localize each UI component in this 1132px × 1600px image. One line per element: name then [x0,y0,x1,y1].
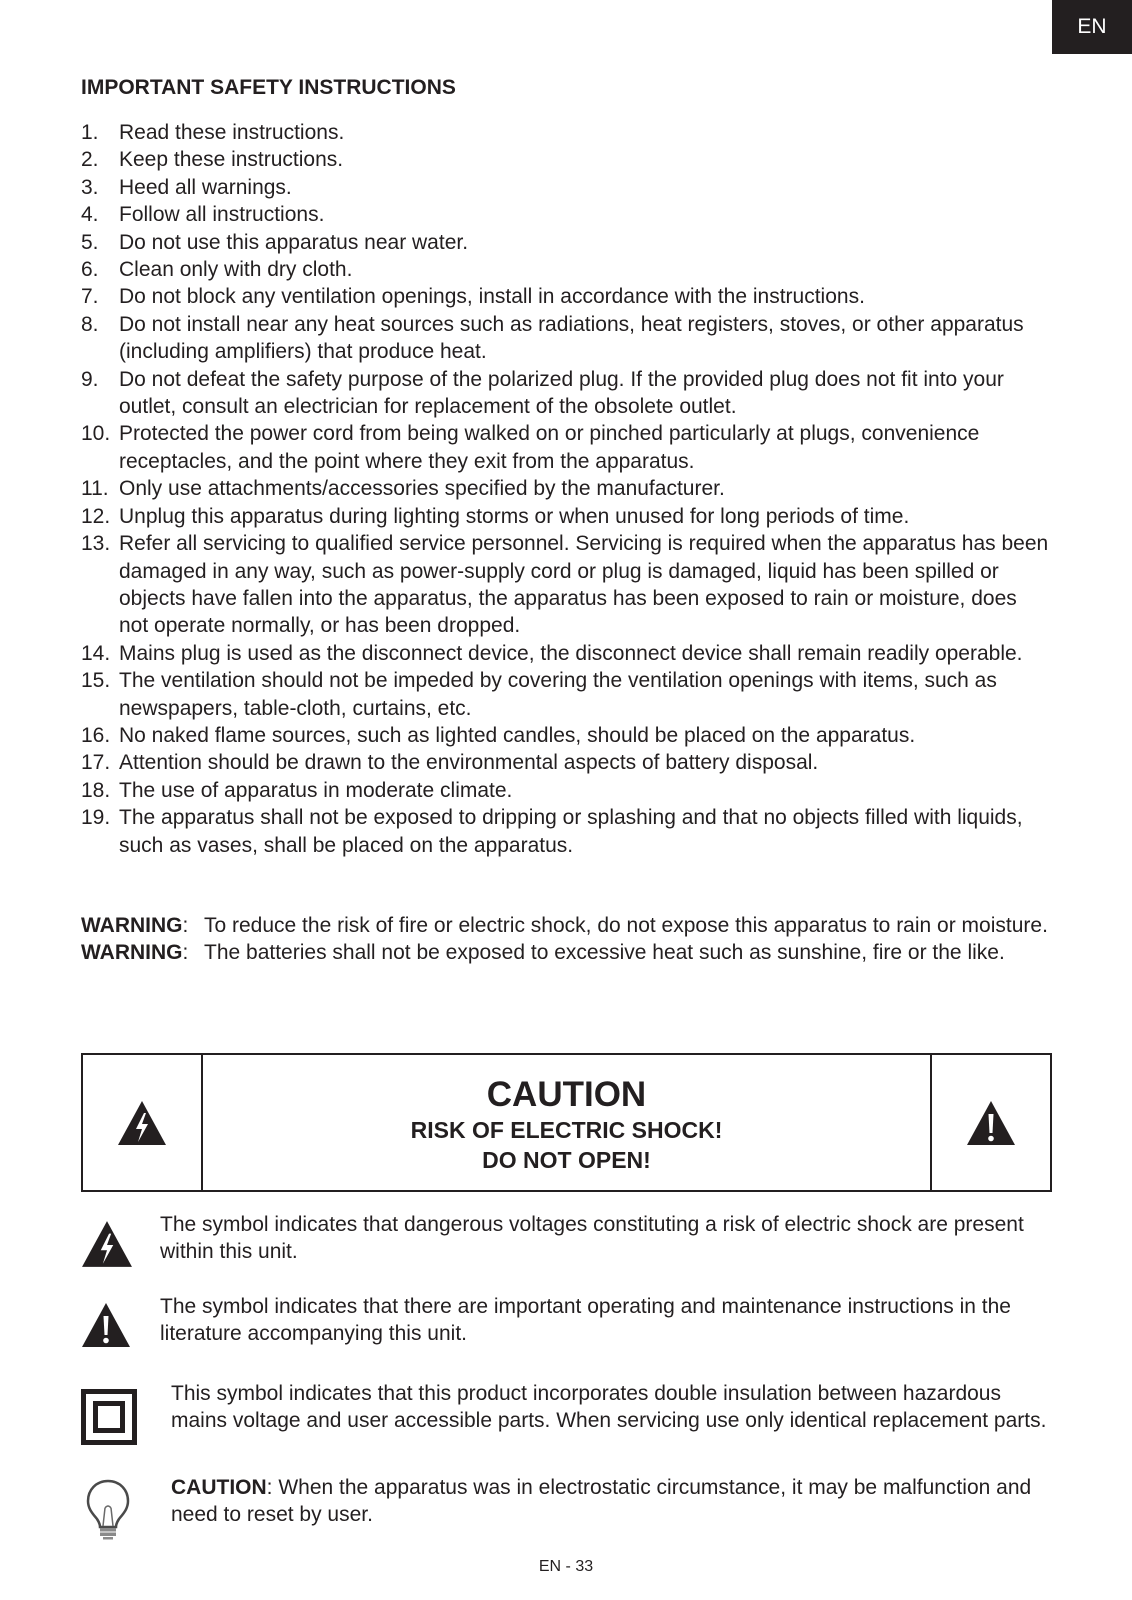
caution-label: CAUTION [171,1476,267,1499]
item-text: The apparatus shall not be exposed to dripping or splashing and that no objects filled with liquids, such as vases, shall be placed on the apparatus. [119,806,1023,857]
item-number: 3. [81,175,99,199]
item-text: The use of apparatus in moderate climate. [119,778,513,802]
symbol-description: The symbol indicates that dangerous voltages constituting a risk of electric shock are present within this unit. [160,1213,1024,1264]
item-number: 13. [81,532,111,556]
item-text: Follow all instructions. [119,203,325,227]
item-number: 14. [81,641,111,665]
caution-line-1: RISK OF ELECTRIC SHOCK! [410,1117,723,1143]
item-text: Only use attachments/accessories specified by the manufacturer. [119,477,725,501]
item-text: The ventilation should not be impeded by covering the ventilation openings with items, such as newspapers, table-cloth, curtains, etc. [119,669,997,720]
item-number: 15. [81,669,111,693]
item-number: 10. [81,422,111,446]
list-item [81,722,1051,749]
item-number: 2. [81,148,99,172]
item-text: Heed all warnings. [119,175,292,199]
double-insulation-icon [81,1389,137,1445]
warning-label: WARNING [81,941,183,965]
warning-text: The batteries shall not be exposed to excessive heat such as sunshine, fire or the like. [204,941,1005,965]
warning-entry [81,912,1051,939]
symbol-description: The symbol indicates that there are important operating and maintenance instructions in the literature accompanying this unit. [160,1295,1011,1346]
list-item [81,256,1051,283]
list-item [81,749,1051,776]
caution-title: CAUTION [486,1075,647,1114]
list-item [81,201,1051,228]
item-text: Do not defeat the safety purpose of the polarized plug. If the provided plug does not fit into your outlet, consult an electrician for replacement of the obsolete outlet. [119,367,1004,419]
exclamation-warning-icon [966,1100,1016,1146]
list-item [81,640,1051,667]
list-item [81,146,1051,173]
list-item [81,229,1051,256]
list-item [81,420,1051,475]
item-number: 1. [81,121,99,144]
item-number: 5. [81,230,99,254]
list-item [81,174,1051,201]
item-number: 9. [81,367,99,391]
warning-text: To reduce the risk of fire or electric shock, do not expose this apparatus to rain or moisture. [204,914,1048,937]
item-text: Clean only with dry cloth. [119,258,353,282]
symbol-description: This symbol indicates that this product incorporates double insulation between hazardous mains voltage and user accessible parts. When servicing use only identical replacement parts. [171,1382,1047,1433]
list-item [81,777,1051,804]
item-number: 7. [81,285,99,309]
list-item [81,503,1051,530]
warning-separator: : [182,941,189,965]
item-number: 11. [81,477,109,501]
symbol-description [171,1474,1051,1529]
item-text: Read these instructions. [119,121,345,144]
lightning-warning-icon [81,1220,133,1268]
item-text: Keep these instructions. [119,148,344,172]
lightning-warning-icon [117,1100,167,1146]
item-text: Mains plug is used as the disconnect device, the disconnect device shall remain readily operable. [119,641,1023,665]
item-number: 16. [81,723,111,747]
caution-box [81,1053,1052,1192]
item-number: 18. [81,778,111,802]
list-item [81,311,1051,366]
list-item [81,667,1051,722]
caution-text-cell [203,1055,930,1190]
page-title: IMPORTANT SAFETY INSTRUCTIONS [81,76,456,99]
list-item [81,530,1051,640]
item-text: No naked flame sources, such as lighted candles, should be placed on the apparatus. [119,723,916,747]
instruction-list [81,119,1051,859]
item-text: Do not install near any heat sources such as radiations, heat registers, stoves, or other apparatus (including amplifiers) that produce heat. [119,312,1024,364]
light-bulb-icon [83,1478,133,1540]
item-number: 4. [81,203,99,227]
list-item [81,475,1051,502]
page-number: EN - 33 [538,1558,594,1575]
item-text: Protected the power cord from being walked on or pinched particularly at plugs, convenience receptacles, and the point where they exit from the apparatus. [119,422,980,473]
warnings-section [81,912,1051,967]
item-text: Do not block any ventilation openings, install in accordance with the instructions. [119,285,865,309]
warning-label: WARNING [81,914,183,937]
language-tab: EN [1052,0,1132,54]
warning-entry [81,939,1051,966]
caution-left-cell [83,1055,203,1190]
list-item [81,804,1051,859]
caution-text: : When the apparatus was in electrostatic circumstance, it may be malfunction and need to reset by user. [171,1476,1032,1527]
list-item [81,119,1051,146]
item-number: 8. [81,312,99,336]
warning-separator: : [182,914,189,937]
item-number: 6. [81,258,99,282]
item-number: 19. [81,806,111,830]
item-text: Do not use this apparatus near water. [119,230,469,254]
item-number: 12. [81,504,111,528]
item-text: Refer all servicing to qualified service personnel. Servicing is required when the apparatus has been damaged in any way, such as power-supply cord or plug is damaged, liquid has been spilled or objects have fallen into the apparatus, the apparatus has been exposed to rain or moisture, does not operate normally, or has been dropped. [119,532,1049,638]
item-text: Unplug this apparatus during lighting storms or when unused for long periods of time. [119,504,910,528]
list-item [81,283,1051,310]
item-text: Attention should be drawn to the environmental aspects of battery disposal. [119,751,819,775]
list-item [81,366,1051,421]
exclamation-warning-icon [81,1302,131,1348]
caution-line-2: DO NOT OPEN! [482,1147,651,1173]
item-number: 17. [81,751,111,775]
caution-right-cell [930,1055,1050,1190]
